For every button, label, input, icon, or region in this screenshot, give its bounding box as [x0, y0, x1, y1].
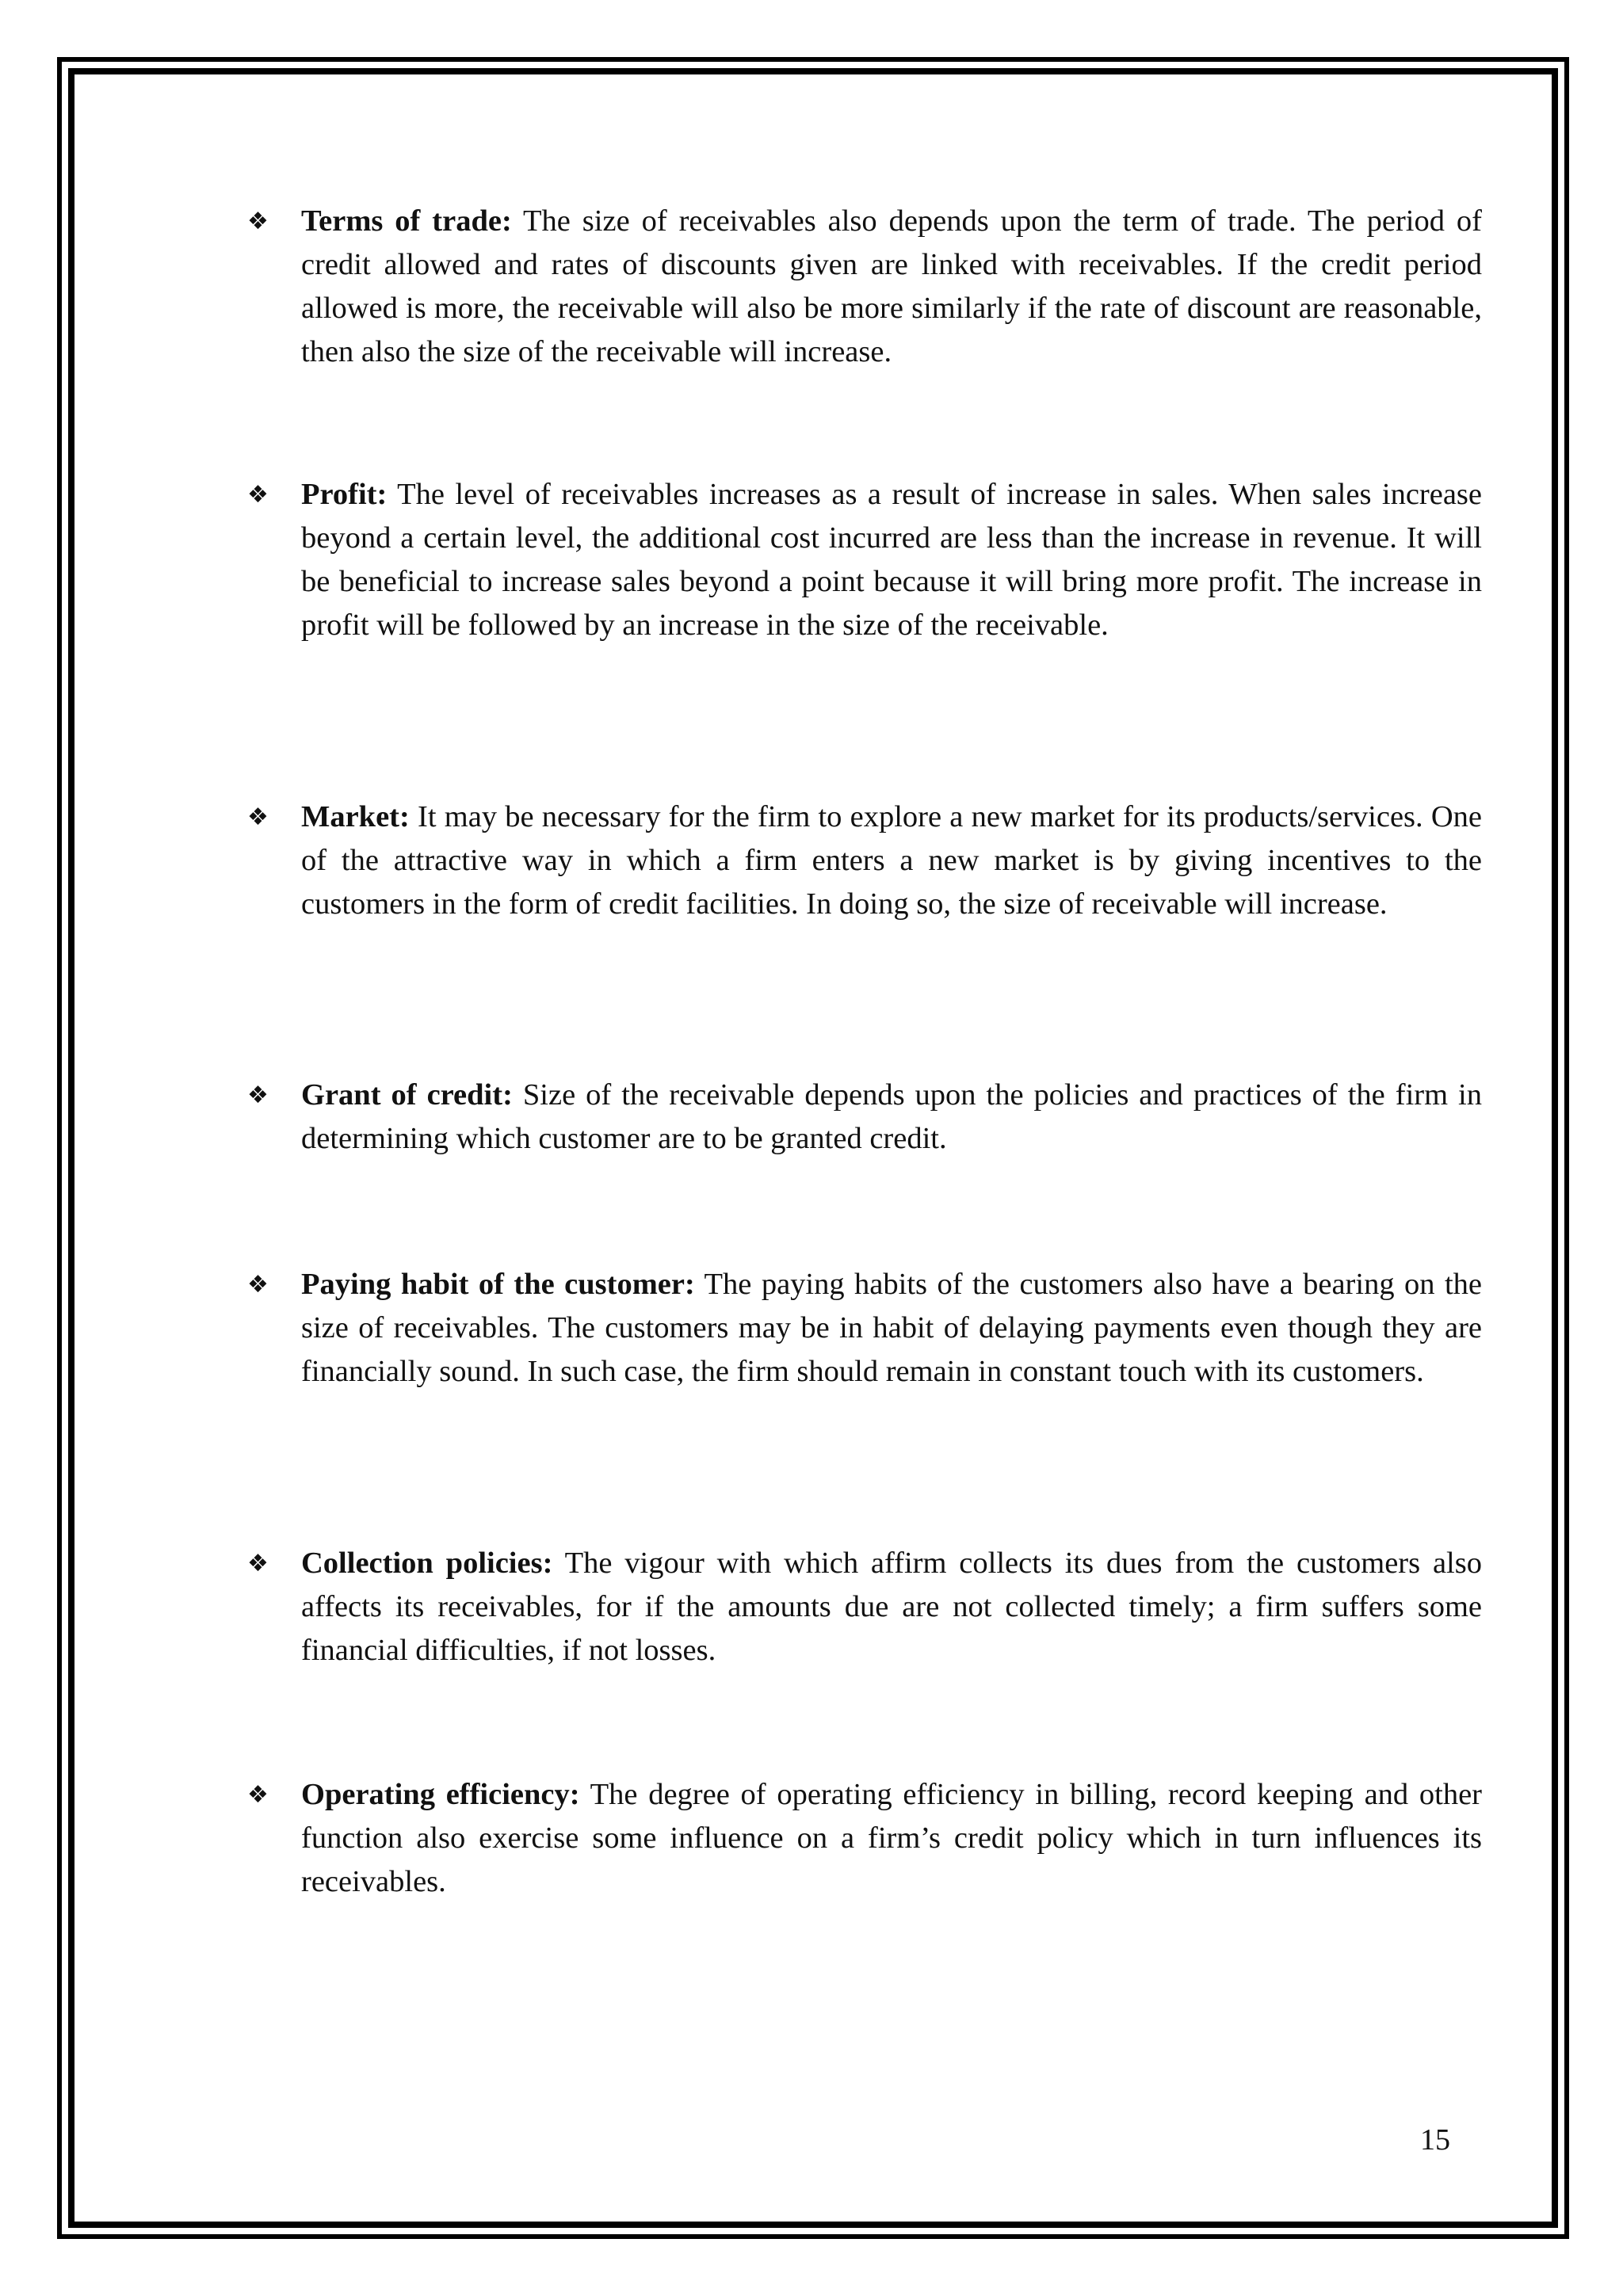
list-item-paying-habit — [247, 1263, 1482, 1394]
item-term: Market: — [301, 800, 410, 833]
diamond-bullet-icon: ❖ — [247, 1271, 269, 1299]
list-item-grant-of-credit — [247, 1074, 1482, 1161]
item-text: The paying habits of the customers also have a bearing on the size of receivables. The customers may be in habit of delaying payments even though they are financially sound. In such case, the firm should remain in constant touch with its customers. — [301, 1268, 1482, 1388]
diamond-bullet-icon: ❖ — [247, 803, 269, 831]
item-term: Collection policies: — [301, 1547, 553, 1580]
item-term: Terms of trade: — [301, 204, 512, 238]
item-text: It may be necessary for the firm to explore a new market for its products/services. One of the attractive way in which a firm enters a new market is by giving incentives to the customers in the form of credit facilities. In doing so, the size of receivable will increase. — [301, 800, 1482, 921]
item-term: Operating efficiency: — [301, 1778, 580, 1811]
list-item-collection-policies — [247, 1542, 1482, 1672]
list-item-profit — [247, 473, 1482, 647]
item-term: Paying habit of the customer: — [301, 1268, 695, 1301]
item-term: Profit: — [301, 478, 388, 511]
diamond-bullet-icon: ❖ — [247, 1081, 269, 1109]
list-item-market — [247, 795, 1482, 926]
item-text: The level of receivables increases as a result of increase in sales. When sales increase beyond a certain level, the additional cost incurred are less than the increase in revenue. It will be beneficial to increase sales beyond a point because it will bring more profit. The increase in profit will be followed by an increase in the size of the receivable. — [301, 478, 1482, 642]
list-item-operating-efficiency — [247, 1773, 1482, 1904]
page-number: 15 — [1420, 2123, 1450, 2157]
item-text: The size of receivables also depends upon the term of trade. The period of credit allowed and rates of discounts given are linked with receivables. If the credit period allowed is more, the receivable will also be more similarly if the rate of discount are reasonable, then also the size of the receivable will increase. — [301, 204, 1482, 368]
item-text: The vigour with which affirm collects its dues from the customers also affects its receivables, for if the amounts due are not collected timely; a firm suffers some financial difficulties, if not losses. — [301, 1547, 1482, 1667]
list-item-terms-of-trade — [247, 200, 1482, 374]
diamond-bullet-icon: ❖ — [247, 481, 269, 509]
diamond-bullet-icon: ❖ — [247, 208, 269, 235]
diamond-bullet-icon: ❖ — [247, 1550, 269, 1577]
diamond-bullet-icon: ❖ — [247, 1781, 269, 1809]
item-term: Grant of credit: — [301, 1078, 513, 1112]
item-text: Size of the receivable depends upon the policies and practices of the firm in determining which customer are to be granted credit. — [301, 1078, 1482, 1155]
item-text: The degree of operating efficiency in billing, record keeping and other function also exercise some influence on a firm’s credit policy which in turn influences its receivables. — [301, 1778, 1483, 1898]
